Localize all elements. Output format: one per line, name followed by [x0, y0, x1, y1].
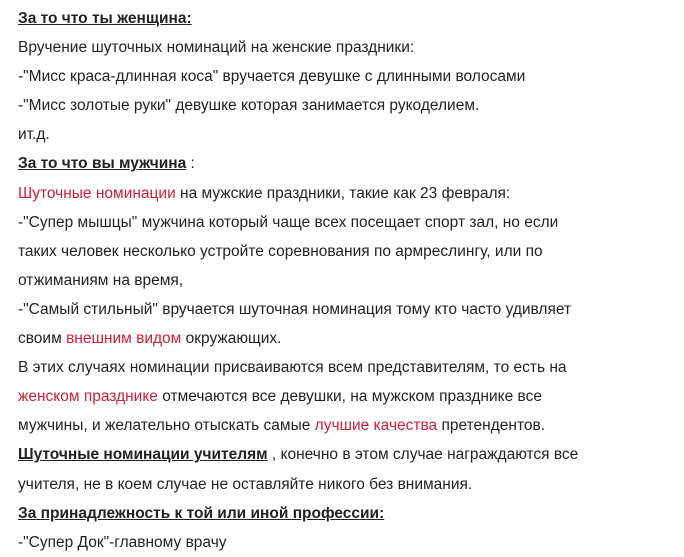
- nomination-item-continued: таких человек несколько устройте соревнования по армреслингу, или по: [18, 242, 543, 260]
- nomination-item: -"Мисс краса-длинная коса" вручается девушке с длинными волосами: [18, 68, 526, 86]
- nomination-item: -"Супер Док"-главному врачу: [18, 533, 227, 551]
- etc-text: ит.д.: [18, 126, 50, 144]
- section-profession-heading-line: [18, 499, 660, 528]
- section-profession-heading: За принадлежность к той или иной профессии:: [18, 504, 385, 522]
- section-women-heading-line: [18, 4, 660, 33]
- link-womens-holiday[interactable]: женском празднике: [18, 388, 158, 406]
- text-fragment: мужчины, и желательно отыскать самые: [18, 417, 315, 435]
- nomination-item: -"Мисс золотые руки" девушке которая занимается рукоделием.: [18, 97, 480, 115]
- link-best-qualities[interactable]: лучшие качества: [314, 417, 438, 435]
- section-teachers-text: учителя, не в коем случае не оставляйте никого без внимания.: [18, 475, 473, 493]
- text-fragment: окружающих.: [181, 330, 282, 348]
- nomination-item: -"Супер мышцы" мужчина который чаще всех посещает спорт зал, но если: [18, 213, 559, 231]
- nomination-item-continued: отжиманиям на время,: [18, 271, 184, 289]
- section-women-heading: За то что ты женщина:: [18, 10, 192, 27]
- section-men-heading-suffix: :: [186, 155, 195, 173]
- section-women-intro: Вручение шуточных номинаций на женские праздники:: [18, 39, 415, 57]
- section-teachers-heading: Шуточные номинации учителям: [18, 446, 268, 464]
- text-fragment: своим: [18, 330, 67, 348]
- text-fragment: претендентов.: [437, 417, 546, 435]
- note-paragraph: В этих случаях номинации присваиваются всем представителям, то есть на: [18, 359, 567, 377]
- section-teachers-heading-line: [18, 440, 660, 469]
- text-fragment: отмечаются все девушки, на мужском празднике все: [157, 388, 542, 406]
- section-men-intro-text: на мужские праздники, такие как 23 февраля:: [175, 184, 511, 202]
- note-paragraph-continued: [18, 411, 660, 440]
- nomination-item: -"Самый стильный" вручается шуточная номинация тому кто часто удивляет: [18, 300, 572, 318]
- link-appearance[interactable]: внешним видом: [66, 330, 182, 348]
- section-men-heading-line: [18, 149, 660, 178]
- section-men-heading: За то что вы мужчина: [18, 155, 187, 173]
- section-teachers-heading-suffix: , конечно в этом случае награждаются все: [267, 446, 579, 464]
- section-men-intro: [18, 179, 660, 208]
- link-joke-nominations[interactable]: Шуточные номинации: [18, 184, 176, 202]
- nomination-item-continued: [18, 324, 660, 353]
- note-paragraph-continued: [18, 382, 660, 411]
